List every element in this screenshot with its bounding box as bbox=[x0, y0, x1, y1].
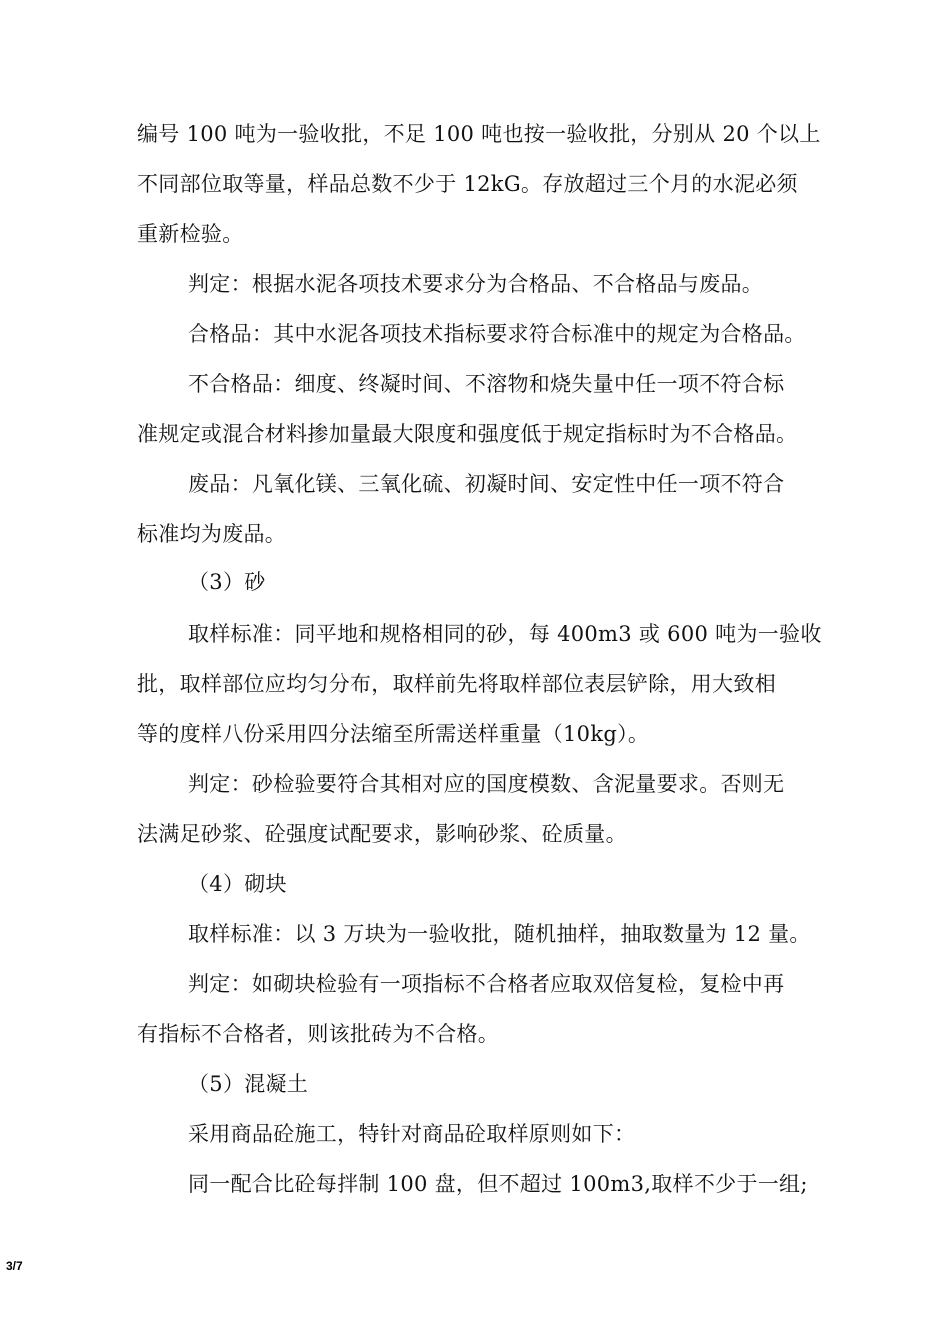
text-line: 合格品：其中水泥各项技术指标要求符合标准中的规定为合格品。 bbox=[188, 322, 806, 346]
text-line: 重新检验。 bbox=[137, 222, 244, 246]
text-line: 不合格品：细度、终凝时间、不溶物和烧失量中任一项不符合标 bbox=[188, 372, 785, 396]
text-line: 判定：根据水泥各项技术要求分为合格品、不合格品与废品。 bbox=[188, 272, 764, 296]
page-number: 3/7 bbox=[6, 1259, 23, 1273]
text-line: 废品：凡氧化镁、三氧化硫、初凝时间、安定性中任一项不符合 bbox=[188, 472, 785, 496]
text-line: 取样标准：同平地和规格相同的砂，每 400m3 或 600 吨为一验收 bbox=[188, 622, 822, 646]
section-heading: （5）混凝土 bbox=[188, 1072, 309, 1096]
text-line: 有指标不合格者，则该批砖为不合格。 bbox=[137, 1022, 500, 1046]
text-line: 标准均为废品。 bbox=[137, 522, 287, 546]
text-line: 取样标准：以 3 万块为一验收批，随机抽样，抽取数量为 12 量。 bbox=[188, 922, 811, 946]
text-line: 等的度样八份采用四分法缩至所需送样重量（10kg）。 bbox=[137, 722, 650, 746]
text-line: 编号 100 吨为一验收批，不足 100 吨也按一验收批，分别从 20 个以上 bbox=[137, 122, 821, 146]
text-line: 法满足砂浆、砼强度试配要求，影响砂浆、砼质量。 bbox=[137, 822, 627, 846]
section-heading: （4）砌块 bbox=[188, 872, 287, 896]
text-line: 批，取样部位应均匀分布，取样前先将取样部位表层铲除，用大致相 bbox=[137, 672, 776, 696]
section-heading: （3）砂 bbox=[188, 570, 266, 594]
text-line: 采用商品砼施工，特针对商品砼取样原则如下： bbox=[188, 1122, 636, 1146]
text-line: 判定：如砌块检验有一项指标不合格者应取双倍复检，复检中再 bbox=[188, 972, 785, 996]
text-line: 同一配合比砼每拌制 100 盘，但不超过 100m3,取样不少于一组; bbox=[188, 1172, 808, 1196]
text-line: 不同部位取等量，样品总数不少于 12kG。存放超过三个月的水泥必须 bbox=[137, 172, 798, 196]
text-line: 准规定或混合材料掺加量最大限度和强度低于规定指标时为不合格品。 bbox=[137, 422, 798, 446]
text-line: 判定：砂检验要符合其相对应的国度模数、含泥量要求。否则无 bbox=[188, 772, 785, 796]
